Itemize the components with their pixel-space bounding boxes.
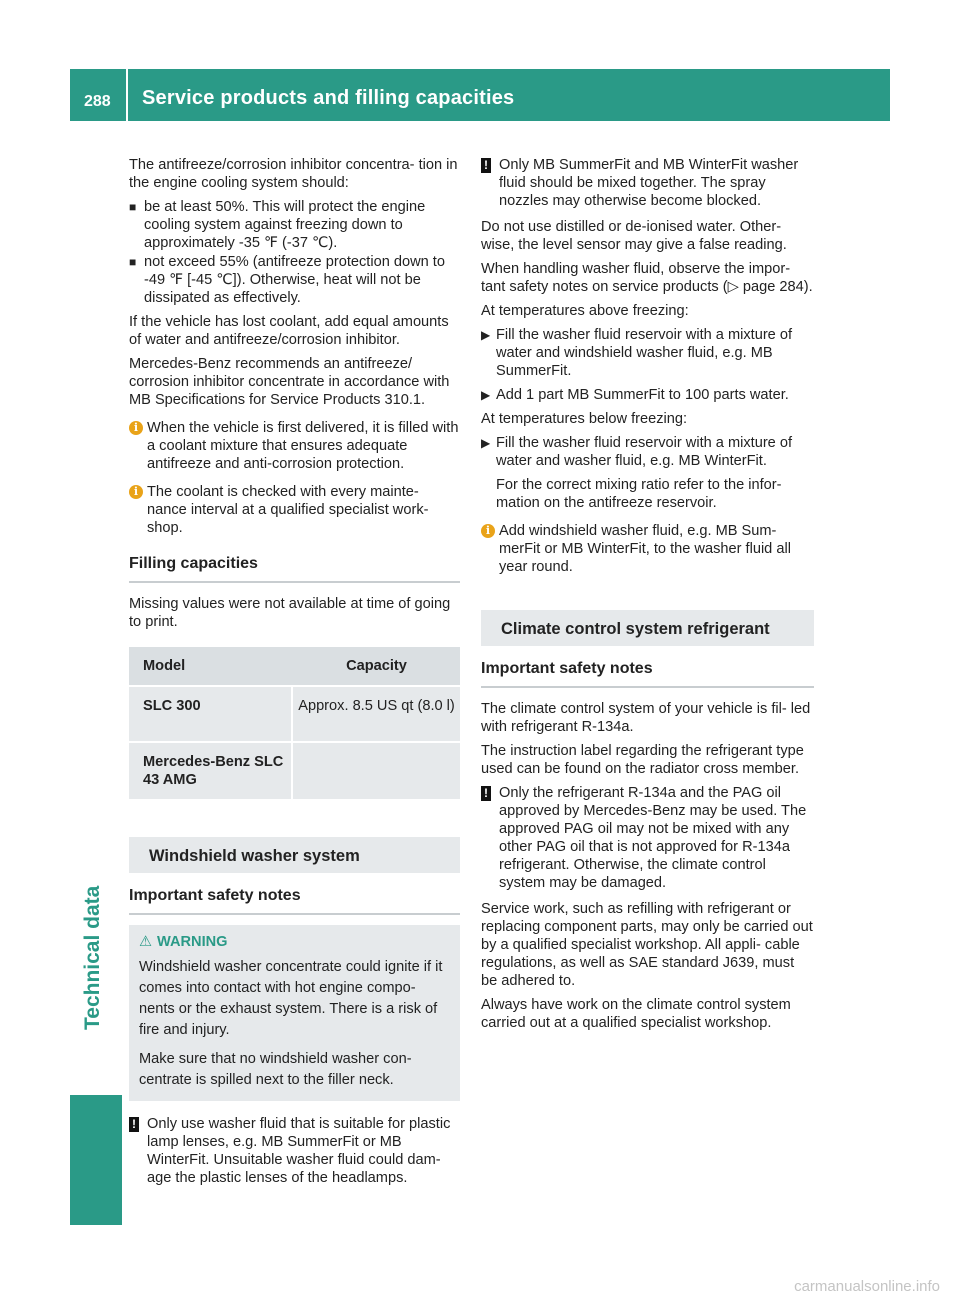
- caution-note: ! Only MB SummerFit and MB WinterFit washer fluid should be mixed together. The spray nozzles may otherwise become blocked.: [481, 156, 814, 210]
- exclamation-icon: !: [129, 1117, 139, 1132]
- warning-text: Make sure that no windshield washer con- centrate is spilled next to the filler neck.: [139, 1051, 412, 1088]
- step-note: For the correct mixing ratio refer to the infor- mation on the antifreeze reservoir.: [496, 477, 782, 511]
- paragraph: The climate control system of your vehicle is fil- led with refrigerant R-134a.: [481, 701, 811, 735]
- right-column: [481, 156, 814, 1038]
- page-number: 288: [84, 93, 111, 110]
- paragraph: Missing values were not available at time of going to print.: [129, 596, 451, 630]
- paragraph: At temperatures above freezing:: [481, 303, 689, 319]
- capacity-cell: Approx. 8.5 US qt (8.0 l): [293, 687, 460, 741]
- bullet-icon: ■: [129, 200, 137, 214]
- exclamation-icon: !: [481, 158, 491, 173]
- section-band: Climate control system refrigerant: [481, 610, 814, 646]
- info-icon: i: [481, 524, 495, 538]
- column-header-capacity: Capacity: [293, 647, 460, 685]
- warning-header: ⚠ WARNING: [139, 934, 228, 950]
- arrow-icon: ▶: [481, 328, 491, 342]
- page-header: [70, 69, 890, 121]
- info-note: i Add windshield washer fluid, e.g. MB Sum- merFit or MB WinterFit, to the washer fluid all year round.: [481, 522, 814, 576]
- side-tab-label: Technical data: [81, 885, 104, 1030]
- side-tab-block: [70, 1095, 122, 1225]
- warning-box: [129, 925, 460, 1101]
- section-heading: Filling capacities: [129, 555, 460, 583]
- caution-note: ! Only use washer fluid that is suitable for plastic lamp lenses, e.g. MB SummerFit or MB WinterFit. Unsuitable washer fluid could dam- age the plastic lenses of the headlamps.: [129, 1115, 460, 1187]
- subsection-heading: Important safety notes: [129, 887, 460, 915]
- info-icon: i: [129, 421, 143, 435]
- caution-note: ! Only the refrigerant R-134a and the PAG oil approved by Mercedes-Benz may be used. The approved PAG oil may not be mixed with any other PAG oil that is not approved for R-134a refrigerant. Otherwise, the climate control system may be damaged.: [481, 784, 814, 892]
- paragraph: At temperatures below freezing:: [481, 411, 688, 427]
- info-note: i When the vehicle is first delivered, it is filled with a coolant mixture that ensures adequate antifreeze and anti-corrosion protection.: [129, 419, 460, 473]
- capacity-cell: [293, 743, 460, 799]
- filling-capacity-table: [129, 645, 460, 801]
- warning-text: Windshield washer concentrate could ignite if it comes into contact with hot engine compo- nents or the exhaust system. There is a risk of fire and injury.: [139, 959, 443, 1038]
- paragraph: Do not use distilled or de-ionised water. Other- wise, the level sensor may give a false reading.: [481, 219, 787, 253]
- bullet-icon: ■: [129, 255, 137, 269]
- instruction-step: ▶ Fill the washer fluid reservoir with a mixture of water and windshield washer fluid, e.g. MB SummerFit.: [481, 327, 793, 379]
- paragraph: Always have work on the climate control system carried out at a qualified specialist workshop.: [481, 997, 791, 1031]
- list-item: ■ be at least 50%. This will protect the engine cooling system against freezing down to approximately -35 ℉ (-37 ℃).: [129, 199, 426, 251]
- paragraph: If the vehicle has lost coolant, add equal amounts of water and antifreeze/corrosion inhibitor.: [129, 314, 449, 348]
- model-cell: Mercedes-Benz SLC 43 AMG: [129, 743, 293, 799]
- arrow-icon: ▶: [481, 388, 491, 402]
- header-divider: [126, 69, 128, 121]
- intro-text: The antifreeze/corrosion inhibitor concentra- tion in the engine cooling system should:: [129, 157, 458, 191]
- arrow-icon: ▶: [481, 436, 491, 450]
- paragraph: When handling washer fluid, observe the impor- tant safety notes on service products (▷ page 284).: [481, 261, 813, 295]
- paragraph: Service work, such as refilling with refrigerant or replacing component parts, may only be carried out by a qualified specialist workshop. All appli- cable regulations, as well as SAE standard J639, must be adhered to.: [481, 901, 813, 989]
- instruction-step: ▶ Add 1 part MB SummerFit to 100 parts water.: [481, 387, 789, 403]
- info-icon: i: [129, 485, 143, 499]
- subsection-heading: Important safety notes: [481, 660, 814, 688]
- left-column: [129, 156, 460, 1195]
- column-header-model: Model: [129, 647, 293, 685]
- footer-watermark: carmanualsonline.info: [794, 1278, 940, 1295]
- exclamation-icon: !: [481, 786, 491, 801]
- section-band: Windshield washer system: [129, 837, 460, 873]
- instruction-step: ▶ Fill the washer fluid reservoir with a mixture of water and washer fluid, e.g. MB WinterFit.: [481, 435, 793, 469]
- table-row: [129, 687, 460, 741]
- table-row: [129, 743, 460, 799]
- list-item: ■ not exceed 55% (antifreeze protection down to -49 ℉ [-45 ℃]). Otherwise, heat will not be dissipated as effectively.: [129, 254, 445, 306]
- model-cell: SLC 300: [129, 687, 293, 741]
- section-title: Service products and filling capacities: [142, 87, 515, 109]
- paragraph: The instruction label regarding the refrigerant type used can be found on the radiator cross member.: [481, 743, 804, 777]
- table-header-row: [129, 647, 460, 685]
- warning-triangle-icon: ⚠: [139, 934, 153, 950]
- paragraph: Mercedes-Benz recommends an antifreeze/ corrosion inhibitor concentrate in accordance with MB Specifications for Service Products 310.1.: [129, 356, 450, 408]
- info-note: i The coolant is checked with every mainte- nance interval at a qualified specialist work- shop.: [129, 483, 460, 537]
